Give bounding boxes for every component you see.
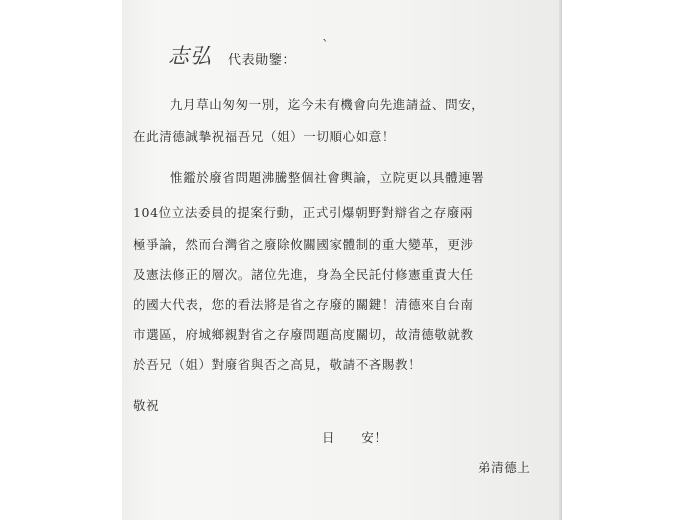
paragraph2-line3: 極爭論，然而台灣省之廢除攸關國家體制的重大變革，更涉: [133, 237, 474, 252]
recipient-signature: 志弘: [168, 44, 212, 68]
paragraph2-line2: 104位立法委員的提案行動，正式引爆朝野對辯省之存廢兩: [133, 205, 474, 220]
paragraph2-line4: 及憲法修正的層次。諸位先進，身為全民託付修憲重責大任: [133, 267, 474, 282]
closing-phrase: 敬祝: [133, 398, 160, 413]
sender-signoff: 弟清德上: [478, 460, 531, 475]
closing-greeting: 日 安！: [322, 430, 388, 445]
paragraph2-line1: 惟鑑於廢省問題沸騰整個社會輿論，立院更以具體連署: [170, 170, 485, 185]
paragraph2-line5: 的國大代表，您的看法將是省之存廢的關鍵！清德來自台南: [133, 297, 474, 312]
paragraph2-line7: 於吾兄（姐）對廢省與否之高見，敬請不吝賜教！: [133, 357, 422, 372]
salutation: 代表勛鑒：: [228, 53, 297, 68]
handwritten-tick-mark: ˋ: [322, 38, 329, 54]
paragraph2-line6: 市選區，府城鄉親對省之存廢問題高度關切，故清德敬就教: [133, 327, 474, 342]
paragraph1-line1: 九月草山匆匆一別，迄今未有機會向先進請益、問安，: [170, 97, 485, 112]
paragraph1-line2: 在此清德誠摯祝福吾兄（姐）一切順心如意！: [133, 129, 396, 144]
